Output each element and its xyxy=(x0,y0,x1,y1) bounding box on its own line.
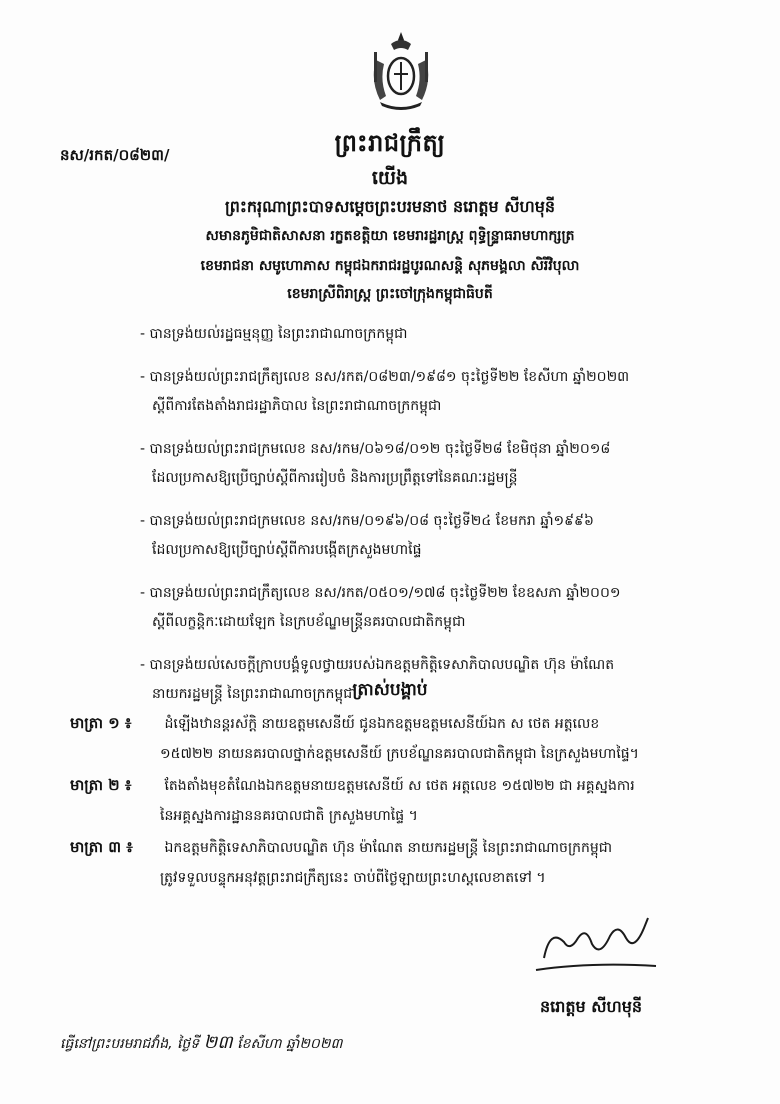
place-and-date xyxy=(60,1030,342,1057)
article-text: តែងតាំងមុខតំណែងឯកឧត្តមនាយឧត្តមសេនីយ៍ ស ថេត អត្តលេខ ១៥៧២២ ជា អគ្គស្នងការ xyxy=(164,778,635,794)
place-date-suffix: ខែសីហា ឆ្នាំ២០២៣ xyxy=(237,1036,343,1052)
consideration-item xyxy=(140,435,740,493)
consideration-line: - បានទ្រង់យល់ព្រះរាជក្រមលេខ នស/រកម/០១៩៦/០៨ ចុះថ្ងៃទី២៤ ខែមករា ឆ្នាំ១៩៩៦ xyxy=(140,513,594,529)
article-1 xyxy=(70,708,750,769)
handwritten-signature xyxy=(530,908,670,978)
article-label: មាត្រា ៣ ៖ xyxy=(70,838,133,856)
consideration-line: - បានទ្រង់យល់ព្រះរាជក្រឹត្យលេខ នស/រកត/០៨២៣/១៩៨១ ចុះថ្ងៃទី២២ ខែសីហា ឆ្នាំ២០២៣ xyxy=(140,369,630,385)
place-date-prefix: ធ្វើនៅព្រះបរមរាជវាំង, ថ្ងៃទី xyxy=(60,1036,200,1052)
consideration-line: - បានទ្រង់យល់ព្រះរាជក្រមលេខ នស/រកម/០៦១៨/០១២ ចុះថ្ងៃទី២៨ ខែមិថុនា ឆ្នាំ២០១៨ xyxy=(140,441,611,457)
article-text-continued: ត្រូវទទួលបន្ទុកអនុវត្តព្រះរាជក្រឹត្យនេះ ចាប់ពីថ្ងៃឡាយព្រះហស្តលេខាតទៅ ។ xyxy=(160,870,546,886)
considerations-list xyxy=(140,320,740,723)
decree-reference-number: នស/រកត/០៨២៣/ xyxy=(60,146,170,164)
consideration-item xyxy=(140,507,740,565)
article-2 xyxy=(70,770,750,831)
article-text: ឯកឧត្តមកិត្តិទេសាភិបាលបណ្ឌិត ហ៊ុន ម៉ាណែត នាយករដ្ឋមន្ត្រី នៃព្រះរាជាណាចក្រកម្ពុជា xyxy=(164,840,613,856)
handwritten-day: ២៣ xyxy=(203,1032,233,1053)
article-label: មាត្រា ២ ៖ xyxy=(70,776,132,794)
consideration-line-continued: ដែលប្រកាសឱ្យប្រើច្បាប់ស្ដីពីការបង្កើតក្រសួងមហាផ្ទៃ xyxy=(152,542,422,558)
consideration-line: - បានទ្រង់យល់ព្រះរាជក្រឹត្យលេខ នស/រកត/០៥០១/១៧៨ ចុះថ្ងៃទី២២ ខែឧសភា ឆ្នាំ២០០១ xyxy=(140,585,621,601)
decides-heading: ត្រាស់បង្គាប់ xyxy=(352,680,428,700)
article-text-continued: នៃអគ្គស្នងការដ្ឋាននគរបាលជាតិ ក្រសួងមហាផ្ទៃ ។ xyxy=(160,808,418,824)
consideration-item xyxy=(140,320,740,349)
consideration-line-continued: ដែលប្រកាសឱ្យប្រើច្បាប់ស្ដីពីការរៀបចំ និងការប្រព្រឹត្តទៅនៃគណៈរដ្ឋមន្ត្រី xyxy=(152,470,518,486)
we-heading: យើង xyxy=(371,167,409,189)
signer-name: នរោត្ដម សីហមុនី xyxy=(540,997,643,1016)
consideration-line: - បានទ្រង់យល់រដ្ឋធម្មនុញ្ញ នៃព្រះរាជាណាចក្រកម្ពុជា xyxy=(140,326,408,342)
king-titles-line-1: សមានភូមិជាតិសាសនា រក្ខតខត្តិយា ខេមរារដ្ឋរាស្ត្រ ពុទ្ធិន្ទ្រាធរាមហាក្សត្រ xyxy=(205,228,575,244)
article-text: ដំឡើងឋានន្តរស័ក្តិ នាយឧត្តមសេនីយ៍ ជូនឯកឧត្តមឧត្តមសេនីយ៍ឯក ស ថេត អត្តលេខ xyxy=(164,716,600,732)
decree-title: ព្រះរាជក្រឹត្យ xyxy=(334,129,446,157)
article-text-continued: ១៥៧២២ នាយនគរបាលថ្នាក់ឧត្តមសេនីយ៍ ក្របខ័ណ្ឌនគរបាលជាតិកម្ពុជា នៃក្រសួងមហាផ្ទៃ។ xyxy=(160,746,639,762)
consideration-item xyxy=(140,363,740,421)
consideration-line-continued: ស្ដីពីលក្ខន្តិកៈដោយឡែក នៃក្របខ័ណ្ឌមន្ត្រីនគរបាលជាតិកម្ពុជា xyxy=(152,614,466,630)
article-3 xyxy=(70,832,750,893)
consideration-line-continued: នាយករដ្ឋមន្ត្រី នៃព្រះរាជាណាចក្រកម្ពុជា xyxy=(152,686,357,702)
king-titles-line-2: ខេមរាជនា សមូហោភាស កម្ពុជឯករាជរដ្ឋបូរណសន្ដិ សុភមង្គលា សិរីវិបុលា xyxy=(200,258,580,274)
king-name-line: ព្រះករុណាព្រះបាទសម្ដេចព្រះបរមនាថ នរោត្ដម សីហមុនី xyxy=(224,197,556,216)
article-label: មាត្រា ១ ៖ xyxy=(70,714,132,732)
royal-coat-of-arms-icon xyxy=(366,30,436,112)
consideration-line-continued: ស្ដីពីការតែងតាំងរាជរដ្ឋាភិបាល នៃព្រះរាជាណាចក្រកម្ពុជា xyxy=(152,398,442,414)
consideration-item xyxy=(140,579,740,637)
king-titles-line-3: ខេមរាស្រីពិរាស្ដ្រ ព្រះចៅក្រុងកម្ពុជាធិបតី xyxy=(287,286,493,302)
consideration-line: - បានទ្រង់យល់សេចក្ដីក្រាបបង្គំទូលថ្វាយរបស់ឯកឧត្តមកិត្តិទេសាភិបាលបណ្ឌិត ហ៊ុន ម៉ាណែត xyxy=(140,657,615,673)
